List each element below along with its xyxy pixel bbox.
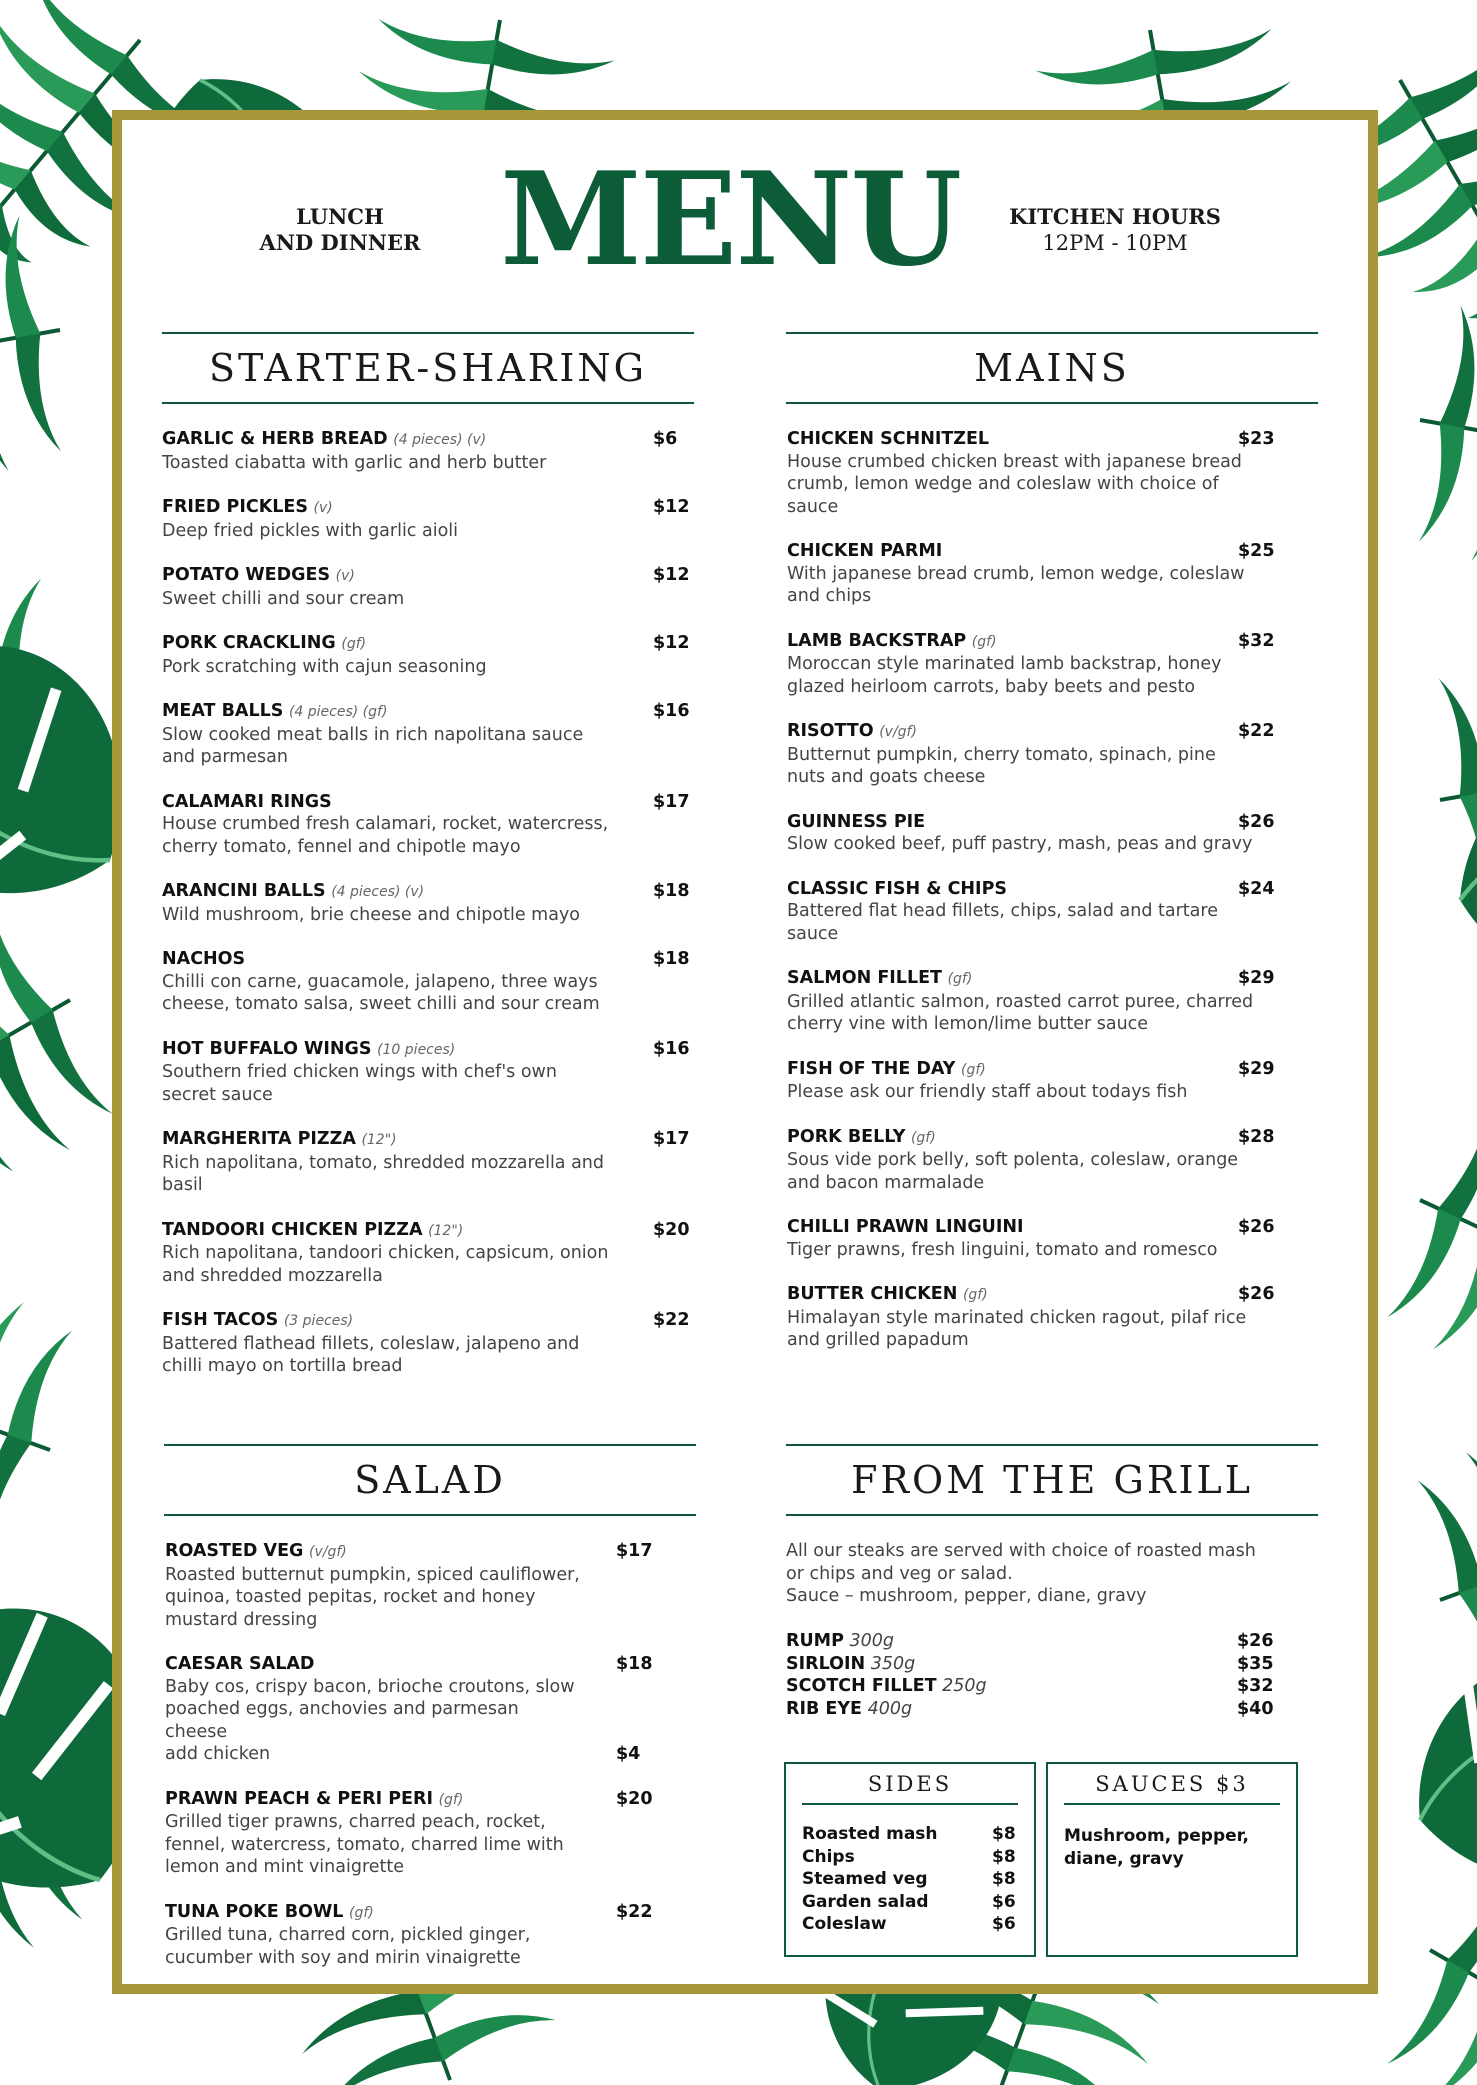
sauces-title: SAUCES $3 <box>1064 1772 1280 1805</box>
item-note: (10 pieces) <box>377 1041 456 1058</box>
item-price: $22 <box>653 1310 690 1330</box>
item-note: (gf) <box>962 1287 988 1303</box>
item-description: Moroccan style marinated lamb backstrap, honey glazed heirloom carrots, baby beets and pesto <box>787 654 1222 697</box>
item-description: Himalayan style marinated chicken ragout, pilaf rice and grilled papadum <box>787 1307 1247 1350</box>
meal-type-label <box>215 204 465 256</box>
salad-list <box>165 1540 685 1991</box>
steak-weight: 250g <box>942 1676 987 1696</box>
item-note: (gf) <box>947 971 973 987</box>
item-price: $18 <box>653 949 690 969</box>
steak-price: $40 <box>1237 1698 1274 1719</box>
menu-item-prawn-peach-peri-peri <box>165 1788 685 1879</box>
kitchen-hours <box>990 204 1240 256</box>
menu-item-chilli-prawn-linguini <box>787 1216 1307 1261</box>
item-name: GARLIC & HERB BREAD <box>162 429 388 449</box>
menu-item-fried-pickles <box>162 496 722 542</box>
item-note: (12") <box>428 1222 464 1239</box>
menu-item-classic-fish-chips <box>787 878 1307 946</box>
kitchen-hours-label: KITCHEN HOURS <box>1009 204 1221 229</box>
item-price: $22 <box>1238 721 1275 741</box>
item-note: (3 pieces) <box>283 1313 354 1329</box>
menu-item-garlic-herb-bread <box>162 428 722 474</box>
sides-box <box>784 1762 1036 1957</box>
menu-title: MENU <box>500 145 960 295</box>
menu-item-roasted-veg <box>165 1540 685 1631</box>
item-price: $17 <box>653 1129 690 1149</box>
section-title-starters: STARTER-SHARING <box>162 332 694 404</box>
item-description: Sous vide pork belly, soft polenta, coleslaw, orange and bacon marmalade <box>787 1150 1239 1193</box>
addon-price: $4 <box>616 1744 641 1764</box>
item-name: FRIED PICKLES <box>162 497 308 517</box>
item-description: Slow cooked beef, puff pastry, mash, peas and gravy <box>787 834 1253 854</box>
side-price: $8 <box>992 1824 1016 1844</box>
side-price: $6 <box>992 1891 1016 1912</box>
item-price: $25 <box>1238 541 1275 561</box>
item-description: Toasted ciabatta with garlic and herb butter <box>162 452 547 473</box>
section-title-grill: FROM THE GRILL <box>786 1444 1318 1516</box>
lunch-label: LUNCH <box>296 204 384 229</box>
item-price: $16 <box>653 1038 690 1059</box>
menu-item-calamari-rings <box>162 791 722 859</box>
side-garden-salad <box>802 1891 1034 1914</box>
item-price: $18 <box>653 881 690 901</box>
item-description: Pork scratching with cajun seasoning <box>162 656 487 677</box>
item-price: $24 <box>1238 878 1275 899</box>
grill-intro <box>786 1540 1266 1608</box>
item-name: LAMB BACKSTRAP <box>787 630 967 651</box>
menu-item-chicken-parmi <box>787 540 1307 608</box>
item-name: CALAMARI RINGS <box>162 791 332 812</box>
item-price: $26 <box>1238 811 1275 832</box>
item-price: $18 <box>616 1654 653 1674</box>
item-note: (12") <box>361 1132 397 1148</box>
item-price: $32 <box>1238 630 1275 651</box>
steak-price: $32 <box>1237 1676 1274 1696</box>
steak-name: RUMP <box>786 1631 844 1651</box>
item-name: ARANCINI BALLS <box>162 881 326 901</box>
side-name: Roasted mash <box>802 1824 938 1844</box>
menu-item-caesar-salad <box>165 1653 685 1743</box>
menu-item-chicken-schnitzel <box>787 428 1307 518</box>
item-description: Roasted butternut pumpkin, spiced cauliflower, quinoa, toasted pepitas, rocket and honey mustard dressing <box>165 1564 580 1630</box>
item-description: Wild mushroom, brie cheese and chipotle mayo <box>162 904 581 925</box>
side-name: Coleslaw <box>802 1914 887 1934</box>
item-name: TANDOORI CHICKEN PIZZA <box>162 1219 423 1240</box>
item-description: Baby cos, crispy bacon, brioche croutons, slow poached eggs, anchovies and parmesan cheese <box>165 1676 575 1742</box>
item-note: (gf) <box>910 1129 936 1146</box>
item-name: CHICKEN PARMI <box>787 541 943 561</box>
item-description: House crumbed chicken breast with japanese bread crumb, lemon wedge and coleslaw with choice of sauce <box>787 451 1242 517</box>
item-name: SALMON FILLET <box>787 968 942 988</box>
steak-weight: 350g <box>870 1653 916 1674</box>
item-name: PRAWN PEACH & PERI PERI <box>165 1788 433 1809</box>
item-name: RISOTTO <box>787 721 874 741</box>
menu-item-risotto <box>787 720 1307 789</box>
side-price: $8 <box>992 1846 1016 1867</box>
steak-weight: 300g <box>849 1631 895 1651</box>
side-price: $8 <box>992 1869 1016 1889</box>
side-name: Chips <box>802 1846 855 1867</box>
section-title-salad: SALAD <box>164 1444 696 1516</box>
item-name: CAESAR SALAD <box>165 1654 315 1674</box>
item-description: Deep fried pickles with garlic aioli <box>162 520 459 541</box>
menu-item-margherita-pizza <box>162 1128 722 1197</box>
item-name: BUTTER CHICKEN <box>787 1284 958 1304</box>
and-dinner-label: AND DINNER <box>259 230 421 255</box>
item-name: PORK BELLY <box>787 1126 906 1147</box>
item-name: FISH OF THE DAY <box>787 1058 956 1079</box>
addon-label: add chicken <box>165 1744 271 1764</box>
steak-price: $26 <box>1237 1631 1274 1651</box>
item-price: $12 <box>653 633 690 653</box>
starters-list <box>162 428 722 1400</box>
item-note: (v/gf) <box>308 1544 347 1560</box>
item-name: MEAT BALLS <box>162 701 284 721</box>
section-title-mains: MAINS <box>786 332 1318 404</box>
item-price: $6 <box>653 429 678 449</box>
item-name: FISH TACOS <box>162 1310 279 1330</box>
item-description: Battered flathead fillets, coleslaw, jalapeno and chilli mayo on tortilla bread <box>162 1333 580 1376</box>
side-steamed-veg <box>802 1868 1034 1891</box>
item-name: MARGHERITA PIZZA <box>162 1129 356 1149</box>
menu-item-guinness-pie <box>787 811 1307 856</box>
item-name: CHICKEN SCHNITZEL <box>787 429 990 449</box>
steak-scotch-fillet <box>786 1675 1276 1698</box>
item-name: CHILLI PRAWN LINGUINI <box>787 1217 1024 1237</box>
item-description: Tiger prawns, fresh linguini, tomato and romesco <box>787 1239 1218 1260</box>
steak-rump <box>786 1630 1276 1653</box>
item-price: $20 <box>653 1219 690 1240</box>
item-description: Grilled tiger prawns, charred peach, rocket, fennel, watercress, tomato, charred lime with lemon and mint vinaigrette <box>165 1812 564 1877</box>
steak-list <box>786 1630 1276 1720</box>
menu-item-lamb-backstrap <box>787 630 1307 699</box>
item-name: HOT BUFFALO WINGS <box>162 1038 372 1059</box>
item-name: CLASSIC FISH & CHIPS <box>787 878 1007 899</box>
menu-item-tandoori-chicken-pizza <box>162 1219 722 1288</box>
item-description: Slow cooked meat balls in rich napolitana sauce and parmesan <box>162 724 584 767</box>
menu-item-pork-crackling <box>162 632 722 678</box>
mains-list <box>787 428 1307 1374</box>
item-description: Rich napolitana, tandoori chicken, capsicum, onion and shredded mozzarella <box>162 1243 609 1286</box>
item-description: Sweet chilli and sour cream <box>162 588 405 609</box>
item-price: $12 <box>653 497 690 517</box>
item-description: Grilled tuna, charred corn, pickled ginger, cucumber with soy and mirin vinaigrette <box>165 1925 531 1968</box>
item-price: $17 <box>653 791 690 812</box>
item-description: Butternut pumpkin, cherry tomato, spinach, pine nuts and goats cheese <box>787 744 1216 787</box>
item-description: With japanese bread crumb, lemon wedge, coleslaw and chips <box>787 563 1245 606</box>
salad-addon <box>165 1743 685 1766</box>
steak-name: RIB EYE <box>786 1698 862 1719</box>
item-note: (4 pieces) (v) <box>393 432 487 448</box>
item-name: ROASTED VEG <box>165 1541 304 1561</box>
item-note: (gf) <box>971 633 997 650</box>
menu-item-fish-of-the-day <box>787 1058 1307 1104</box>
item-name: POTATO WEDGES <box>162 565 331 585</box>
side-price: $6 <box>992 1914 1016 1934</box>
item-note: (gf) <box>341 636 367 652</box>
menu-item-pork-belly <box>787 1126 1307 1195</box>
item-price: $29 <box>1238 1058 1275 1079</box>
side-name: Steamed veg <box>802 1869 928 1889</box>
menu-item-nachos <box>162 948 722 1016</box>
menu-item-hot-buffalo-wings <box>162 1038 722 1107</box>
item-price: $22 <box>616 1901 653 1922</box>
menu-item-meat-balls <box>162 700 722 769</box>
item-note: (gf) <box>438 1791 464 1808</box>
grill-intro-text: All our steaks are served with choice of roasted mash or chips and veg or salad. <box>786 1541 1256 1584</box>
item-name: GUINNESS PIE <box>787 811 926 832</box>
item-note: (v) <box>335 568 355 584</box>
item-price: $23 <box>1238 429 1275 449</box>
item-note: (gf) <box>349 1904 374 1921</box>
kitchen-hours-value: 12PM - 10PM <box>1042 231 1188 255</box>
sides-list <box>786 1823 1034 1936</box>
side-chips <box>802 1846 1034 1869</box>
side-name: Garden salad <box>802 1891 929 1912</box>
steak-sirloin <box>786 1653 1276 1676</box>
steak-price: $35 <box>1237 1653 1274 1674</box>
steak-rib-eye <box>786 1698 1276 1721</box>
item-note: (4 pieces) (gf) <box>288 704 388 720</box>
item-description: Please ask our friendly staff about todays fish <box>787 1082 1188 1102</box>
item-description: Rich napolitana, tomato, shredded mozzarella and basil <box>162 1152 605 1195</box>
menu-item-salmon-fillet <box>787 967 1307 1036</box>
sauces-box <box>1046 1762 1298 1957</box>
side-roasted-mash <box>802 1823 1034 1846</box>
item-name: NACHOS <box>162 949 246 969</box>
item-description: Chilli con carne, guacamole, jalapeno, three ways cheese, tomato salsa, sweet chilli and sour cream <box>162 971 600 1014</box>
item-price: $26 <box>1238 1284 1275 1304</box>
item-description: Southern fried chicken wings with chef's own secret sauce <box>162 1062 557 1105</box>
item-price: $28 <box>1238 1126 1275 1147</box>
menu-item-butter-chicken <box>787 1283 1307 1352</box>
item-price: $29 <box>1238 968 1275 988</box>
menu-item-potato-wedges <box>162 564 722 610</box>
item-description: House crumbed fresh calamari, rocket, watercress, cherry tomato, fennel and chipotle mayo <box>162 814 609 857</box>
item-description: Grilled atlantic salmon, roasted carrot puree, charred cherry vine with lemon/lime butter sauce <box>787 991 1254 1034</box>
menu-item-tuna-poke-bowl <box>165 1901 685 1970</box>
item-price: $26 <box>1238 1217 1275 1237</box>
item-name: PORK CRACKLING <box>162 633 336 653</box>
menu-item-arancini-balls <box>162 880 722 926</box>
side-coleslaw <box>802 1913 1034 1936</box>
grill-sauce-line: Sauce – mushroom, pepper, diane, gravy <box>786 1586 1147 1606</box>
item-note: (4 pieces) (v) <box>331 884 425 900</box>
item-note: (gf) <box>961 1061 986 1078</box>
item-name: TUNA POKE BOWL <box>165 1901 344 1922</box>
sides-title: SIDES <box>802 1772 1018 1805</box>
item-price: $20 <box>616 1788 653 1809</box>
item-price: $17 <box>616 1541 653 1561</box>
item-note: (v) <box>313 500 333 516</box>
item-description: Battered flat head fillets, chips, salad and tartare sauce <box>787 901 1218 944</box>
steak-name: SCOTCH FILLET <box>786 1676 937 1696</box>
steak-weight: 400g <box>867 1698 913 1719</box>
item-price: $16 <box>653 701 690 721</box>
item-note: (v/gf) <box>879 724 917 740</box>
menu-item-fish-tacos <box>162 1309 722 1378</box>
steak-name: SIRLOIN <box>786 1653 866 1674</box>
item-price: $12 <box>653 565 690 585</box>
sauces-text: Mushroom, pepper, diane, gravy <box>1064 1826 1249 1869</box>
